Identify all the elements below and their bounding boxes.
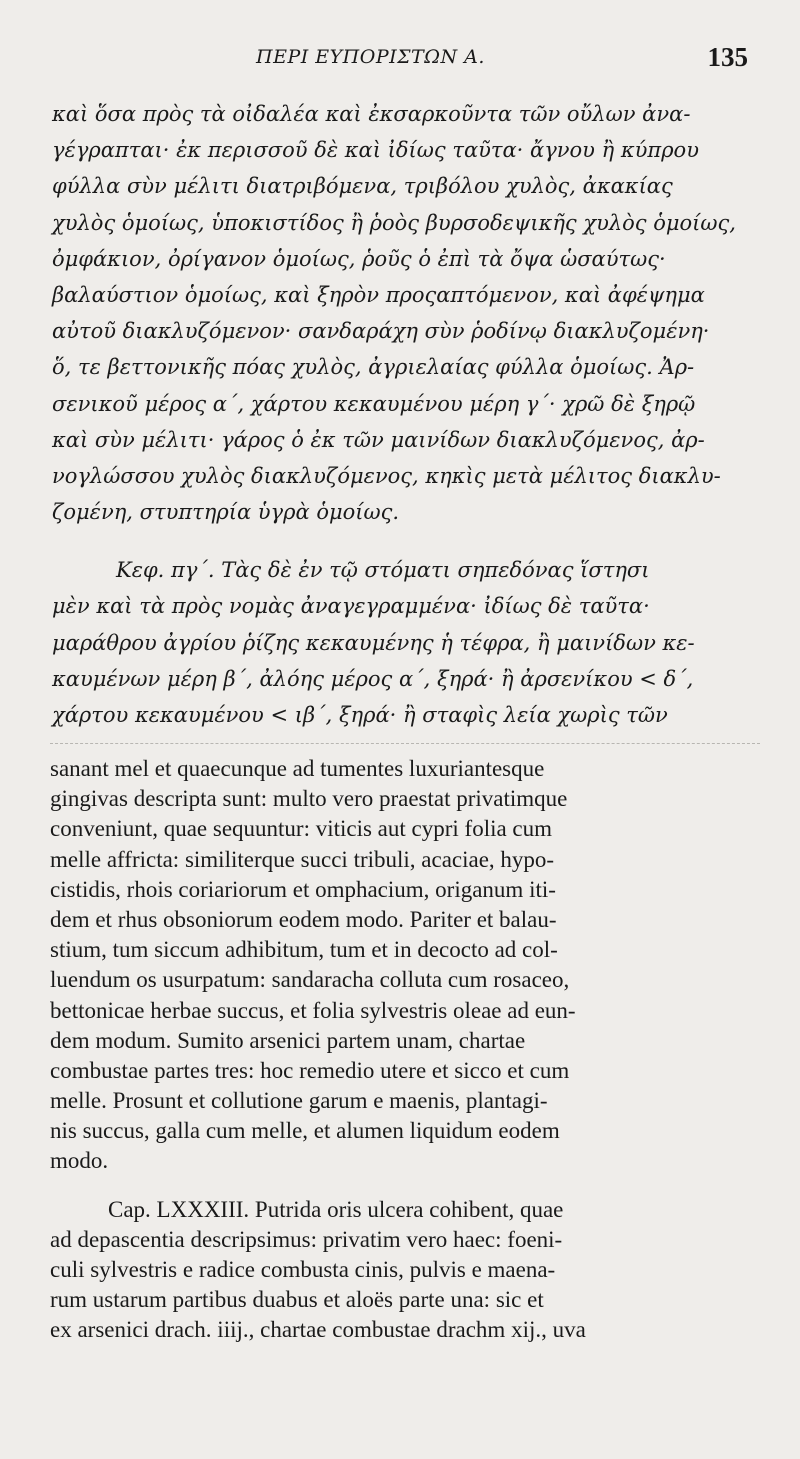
paragraph-gap bbox=[50, 1177, 775, 1195]
latin-line: stium, tum siccum adhibitum, tum et in decocto ad col- bbox=[50, 937, 558, 963]
greek-line: χυλὸς ὁμοίως, ὑποκιστίδος ἢ ῥοὸς βυρσοδεψικῆς χυλὸς ὁμοίως, bbox=[52, 210, 736, 235]
greek-line: μὲν καὶ τὰ πρὸς νομὰς ἀναγεγραμμένα· ἰδίως δὲ ταῦτα· bbox=[52, 594, 650, 619]
latin-line: rum ustarum partibus duabus et aloës parte una: sic et bbox=[50, 1287, 544, 1313]
greek-chapter-heading-line: Κεφ. πγ΄. Τὰς δὲ ἐν τῷ στόματι σηπεδόνας ἵστησι bbox=[116, 558, 650, 583]
greek-line: ζομένη, στυπτηρία ὑγρὰ ὁμοίως. bbox=[52, 500, 400, 525]
greek-line: φύλλα σὺν μέλιτι διατριβόμενα, τριβόλου χυλὸς, ἀκακίας bbox=[52, 174, 673, 199]
latin-text-block bbox=[50, 754, 775, 1346]
latin-line: ad depascentia descripsimus: privatim vero haec: foeni- bbox=[50, 1226, 563, 1252]
latin-line: nis succus, galla cum melle, et alumen liquidum eodem bbox=[50, 1118, 560, 1144]
latin-line: cistidis, rhois coriariorum et omphacium, origanum iti- bbox=[50, 876, 556, 902]
latin-line: dem et rhus obsoniorum eodem modo. Pariter et balau- bbox=[50, 906, 557, 932]
greek-line: καυμένων μέρη β΄, ἀλόης μέρος α΄, ξηρά· ἢ ἀρσενίκου < δ΄, bbox=[52, 666, 694, 691]
greek-text-block bbox=[52, 96, 772, 733]
latin-line: modo. bbox=[50, 1148, 109, 1174]
running-title: ΠΕΡΙ ΕΥΠΟΡΙΣΤΩΝ Α. bbox=[256, 46, 485, 68]
greek-line: ὀμφάκιον, ὀρίγανον ὁμοίως, ῥοῦς ὁ ἐπὶ τὰ ὄψα ὡσαύτως· bbox=[52, 246, 666, 271]
greek-line: σενικοῦ μέρος α΄, χάρτου κεκαυμένου μέρη γ΄· χρῶ δὲ ξηρῷ bbox=[52, 391, 696, 416]
latin-line: sanant mel et quaecunque ad tumentes luxuriantesque bbox=[50, 756, 545, 781]
greek-line: καὶ σὺν μέλιτι· γάρος ὁ ἐκ τῶν μαινίδων διακλυζόμενος, ἀρ- bbox=[52, 427, 705, 452]
latin-line: bettonicae herbae succus, et folia sylvestris oleae ad eun- bbox=[50, 997, 576, 1023]
latin-line: dem modum. Sumito arsenici partem unam, chartae bbox=[50, 1027, 526, 1053]
greek-line: αὐτοῦ διακλυζόμενον· σανδαράχη σὺν ῥοδίνῳ διακλυζομένη· bbox=[52, 319, 710, 344]
latin-line: conveniunt, quae sequuntur: viticis aut cypri folia cum bbox=[50, 816, 553, 842]
latin-line: melle affricta: similiterque succi tribuli, acaciae, hypo- bbox=[50, 846, 555, 872]
latin-line: gingivas descripta sunt: multo vero praestat privatimque bbox=[50, 786, 568, 812]
paragraph-gap bbox=[52, 530, 772, 552]
greek-line: ὅ, τε βεττονικῆς πόας χυλὸς, ἀγριελαίας φύλλα ὁμοίως. Ἀρ- bbox=[52, 355, 695, 380]
latin-line: melle. Prosunt et collutione garum e maenis, plantagi- bbox=[50, 1088, 548, 1114]
latin-chapter-heading-line: Cap. LXXXIII. Putrida oris ulcera cohibent, quae bbox=[108, 1196, 564, 1222]
greek-line: χάρτου κεκαυμένου < ιβ΄, ξηρά· ἢ σταφὶς λεία χωρὶς τῶν bbox=[52, 703, 668, 727]
greek-line: καὶ ὅσα πρὸς τὰ οἰδαλέα καὶ ἐκσαρκοῦντα τῶν οὔλων ἀνα- bbox=[52, 102, 691, 126]
latin-line: luendum os usurpatum: sandaracha colluta cum rosaceo, bbox=[50, 967, 570, 993]
greek-line: νογλώσσου χυλὸς διακλυζόμενος, κηκὶς μετὰ μέλιτος διακλυ- bbox=[52, 463, 721, 488]
greek-line: βαλαύστιον ὁμοίως, καὶ ξηρὸν προςαπτόμενον, καὶ ἀφέψημα bbox=[52, 282, 705, 307]
latin-line: combustae partes tres: hoc remedio utere et sicco et cum bbox=[50, 1057, 570, 1083]
page-number: 135 bbox=[707, 42, 748, 72]
latin-line: ex arsenici drach. iiij., chartae combustae drachm xij., uva bbox=[50, 1317, 586, 1343]
greek-line: μαράθρου ἀγρίου ῥίζης κεκαυμένης ἡ τέφρα, ἢ μαινίδων κε- bbox=[52, 630, 695, 655]
greek-line: γέγραπται· ἐκ περισσοῦ δὲ καὶ ἰδίως ταῦτα· ἄγνου ἢ κύπρου bbox=[52, 138, 699, 163]
page-header bbox=[0, 42, 800, 82]
section-divider bbox=[50, 743, 760, 745]
latin-line: culi sylvestris e radice combusta cinis, pulvis e maena- bbox=[50, 1257, 556, 1282]
